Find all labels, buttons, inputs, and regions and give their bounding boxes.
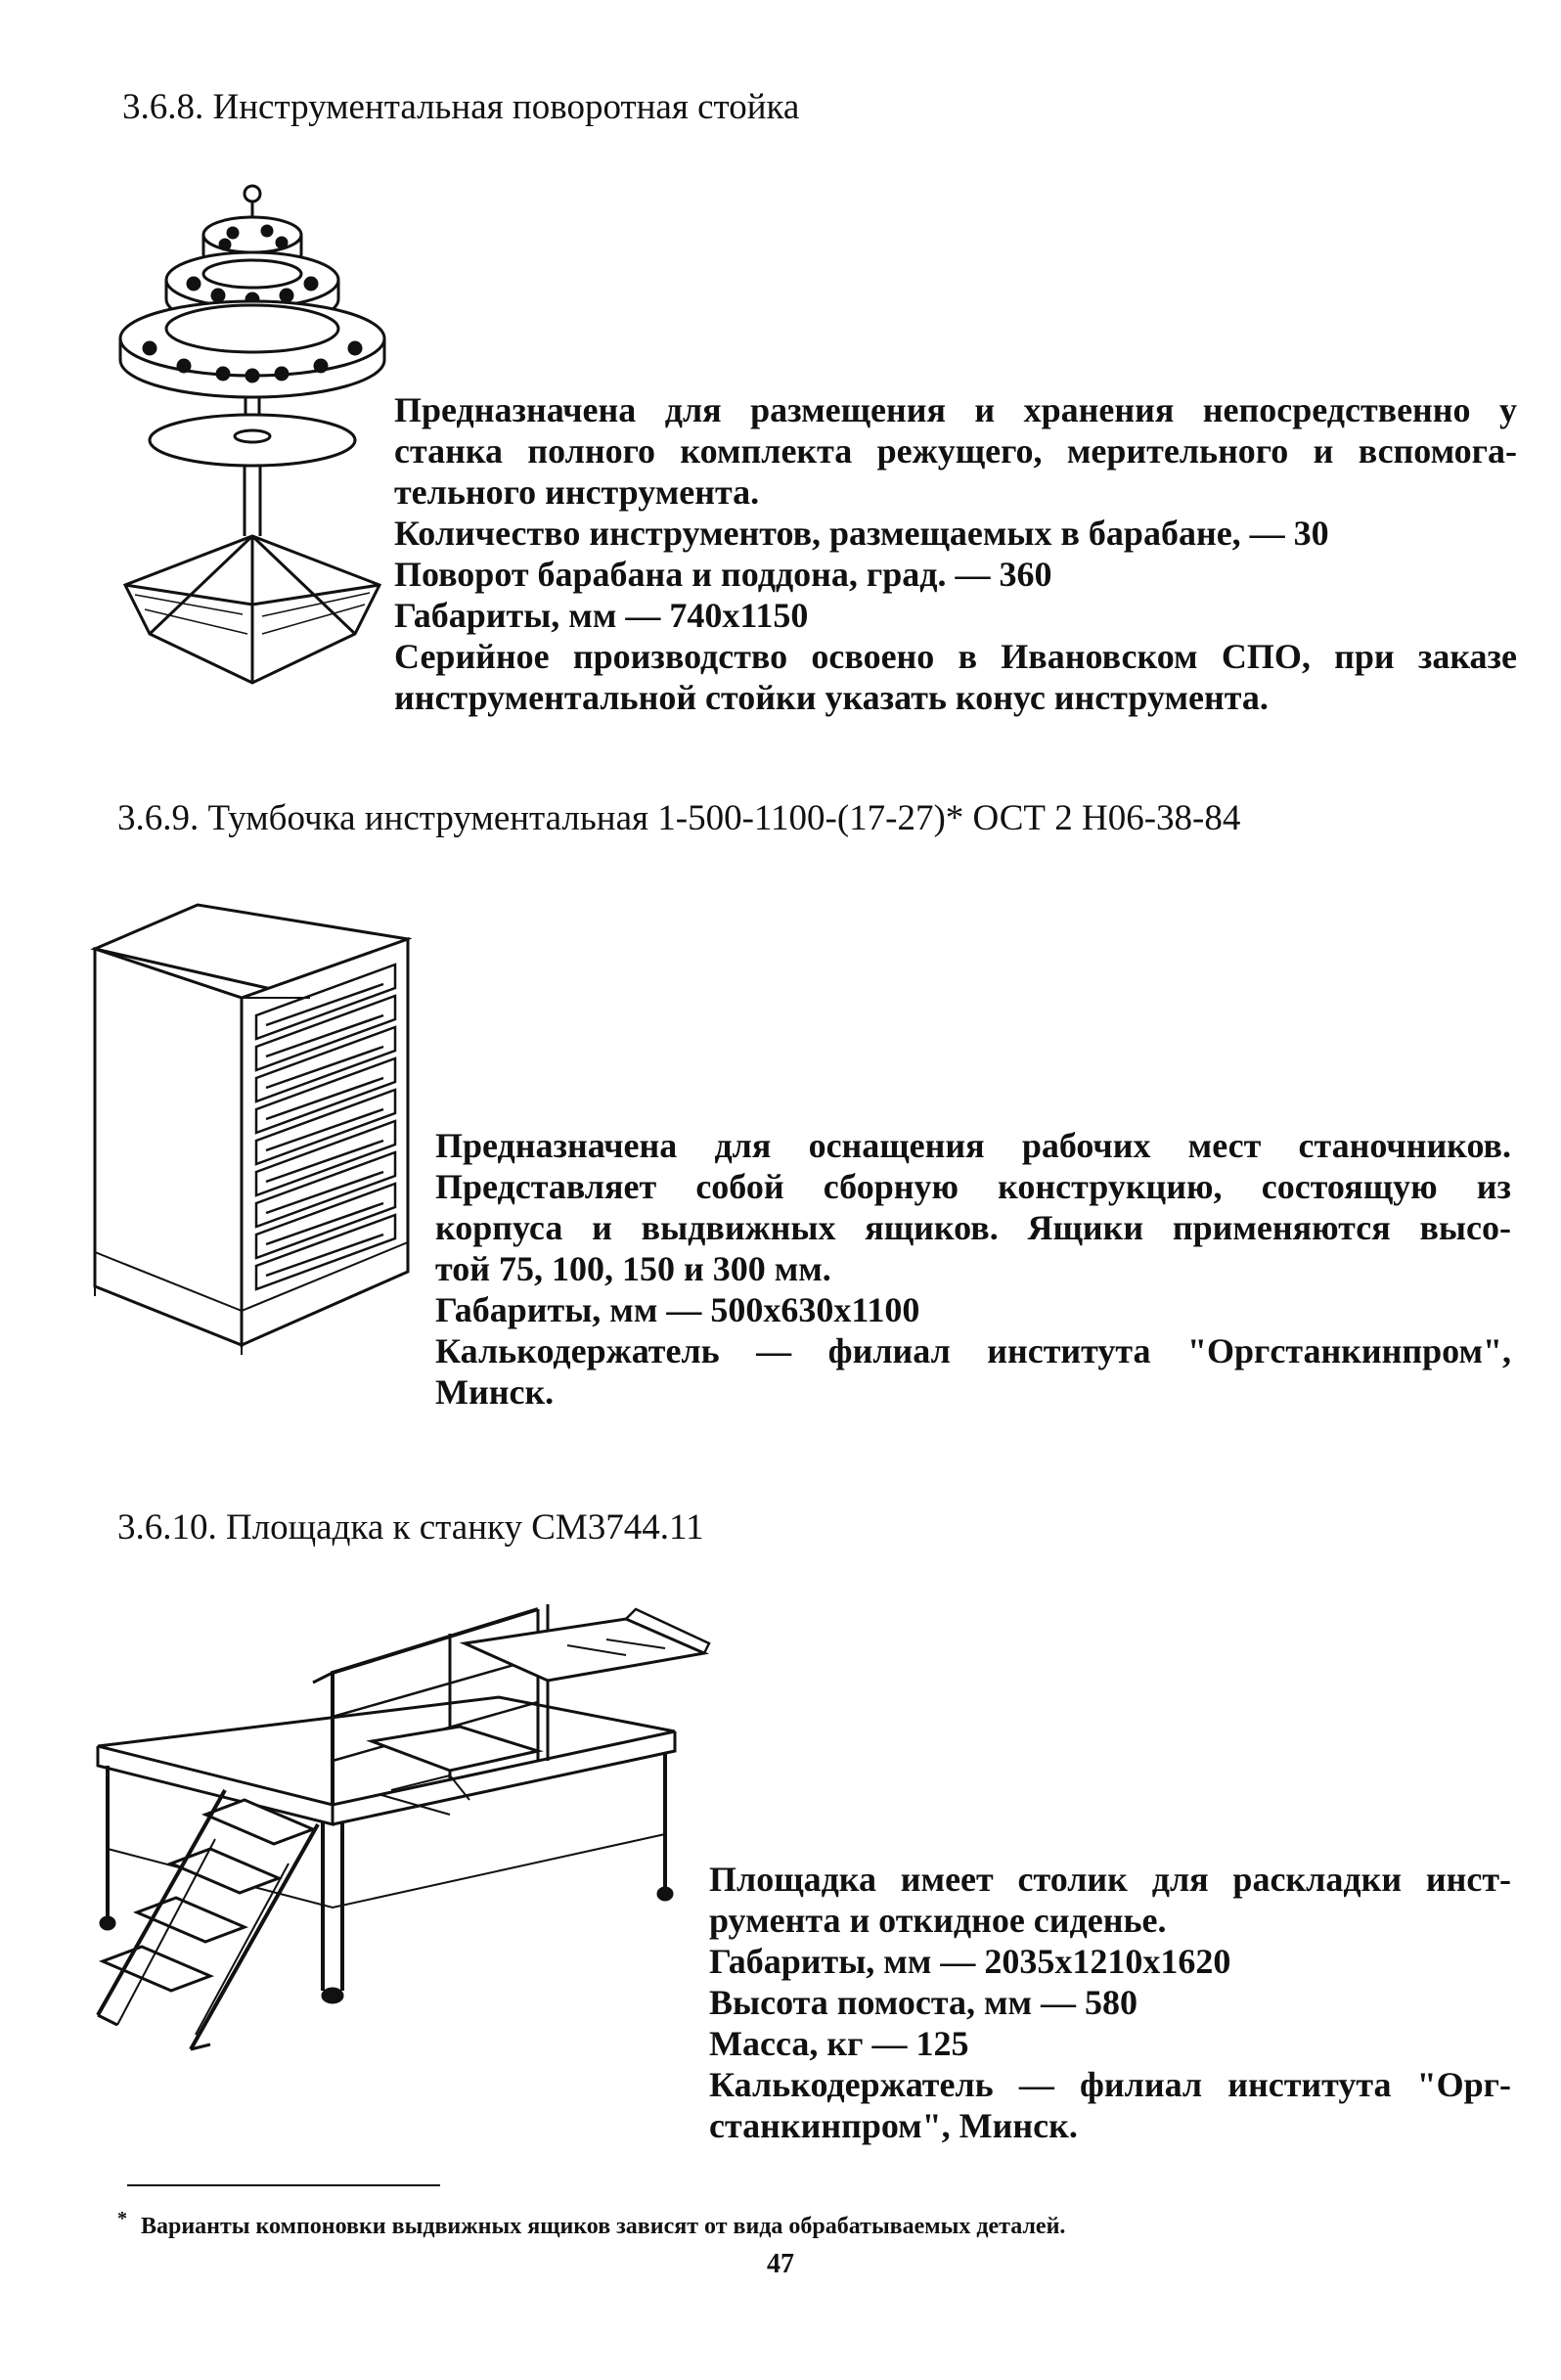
body-line: румента и откидное сиденье. <box>709 1901 1167 1940</box>
body-line: Количество инструментов, размещаемых в барабане, — 30 <box>394 514 1329 553</box>
body-line: Габариты, мм — 2035x1210x1620 <box>709 1942 1231 1981</box>
body-line: Предназначена для оснащения рабочих мест станочников. <box>435 1126 1511 1165</box>
body-line: Высота помоста, мм — 580 <box>709 1983 1137 2022</box>
body-line: Габариты, мм — 740x1150 <box>394 596 809 635</box>
footnote <box>117 2203 1065 2242</box>
body-line: Предназначена для размещения и хранения непосредственно у <box>394 390 1517 429</box>
body-line: станка полного комплекта режущего, мерительного и вспомога- <box>394 431 1517 471</box>
section-body-3-6-8 <box>394 389 1517 718</box>
section-heading-3-6-9: 3.6.9. Тумбочка инструментальная 1-500-1100-(17-27)* ОСТ 2 Н06-38-84 <box>117 798 1241 838</box>
body-line: Площадка имеет столик для раскладки инст- <box>709 1860 1511 1899</box>
body-line: тельного инструмента. <box>394 472 760 512</box>
body-line: Серийное производство освоено в Ивановском СПО, при заказе <box>394 637 1517 676</box>
machine-platform-figure <box>78 1604 724 2093</box>
body-line: Представляет собой сборную конструкцию, состоящую из <box>435 1167 1511 1206</box>
body-line: корпуса и выдвижных ящиков. Ящики применяются высо- <box>435 1208 1511 1247</box>
section-heading-3-6-8: 3.6.8. Инструментальная поворотная стойка <box>122 87 800 127</box>
footnote-divider <box>127 2184 440 2186</box>
body-line: Минск. <box>435 1372 555 1412</box>
body-line: Масса, кг — 125 <box>709 2024 969 2063</box>
body-line: Габариты, мм — 500x630x1100 <box>435 1290 920 1329</box>
body-line: Калькодержатель — филиал института "Оргстанкинпром", <box>435 1331 1511 1370</box>
rotary-stand-figure <box>106 174 389 702</box>
body-line: инструментальной стойки указать конус инструмента. <box>394 678 1269 717</box>
section-body-3-6-9 <box>435 1125 1511 1413</box>
footnote-mark: * <box>117 2208 127 2229</box>
tool-cabinet-figure <box>90 900 423 1370</box>
section-body-3-6-10 <box>709 1859 1511 2146</box>
page-number: 47 <box>767 2249 794 2279</box>
body-line: станкинпром", Минск. <box>709 2106 1078 2145</box>
body-line: Калькодержатель — филиал института "Орг- <box>709 2065 1511 2104</box>
body-line: той 75, 100, 150 и 300 мм. <box>435 1249 831 1288</box>
footnote-text: Варианты компоновки выдвижных ящиков зависят от вида обрабатываемых деталей. <box>141 2214 1066 2239</box>
body-line: Поворот барабана и поддона, град. — 360 <box>394 555 1052 594</box>
section-heading-3-6-10: 3.6.10. Площадка к станку СМ3744.11 <box>117 1507 704 1548</box>
